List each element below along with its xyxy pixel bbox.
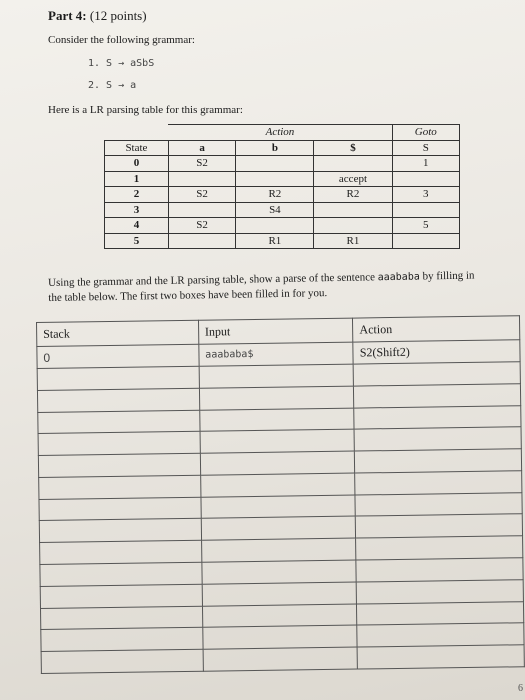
col-header-b: b [236,140,314,156]
empty-action-cell[interactable] [354,384,521,408]
empty-stack-cell[interactable] [38,432,200,456]
col-header-dollar: $ [314,140,392,156]
empty-action-cell[interactable] [356,514,523,538]
empty-input-cell[interactable] [202,604,357,628]
empty-input-cell[interactable] [202,560,357,584]
goto-cell [392,171,459,187]
goto-cell: 1 [392,156,459,172]
action-header-cell: Action [353,316,520,342]
empty-stack-cell[interactable] [39,519,201,543]
empty-action-cell[interactable] [354,405,521,429]
empty-input-cell[interactable] [203,625,358,649]
state-cell: 1 [105,171,169,187]
empty-input-cell[interactable] [203,647,358,671]
empty-action-cell[interactable] [357,623,524,647]
parse-trace-table [36,315,525,674]
action-cell: R1 [236,233,314,249]
action-cell [314,202,392,218]
instructions-after: by filling in the table below. The first two boxes have been filled in for you. [48,269,475,304]
col-header-state: State [105,140,169,156]
part-label: Part 4: [48,8,87,23]
action-header: Action [168,125,392,141]
empty-input-cell[interactable] [199,364,354,388]
empty-action-cell[interactable] [355,449,522,473]
grammar-rule-1: 1. S → aSbS [88,58,155,69]
action-cell [314,218,392,234]
action-cell [168,171,235,187]
stack-cell: 0 [37,344,199,368]
part-heading [48,8,147,24]
empty-stack-cell[interactable] [37,388,199,412]
col-header-a: a [168,140,235,156]
empty-stack-cell[interactable] [39,475,201,499]
goto-cell: 3 [392,187,459,203]
action-cell: R2 [236,187,314,203]
empty-action-cell[interactable] [353,362,520,386]
empty-input-cell[interactable] [202,582,357,606]
empty-stack-cell[interactable] [39,497,201,521]
empty-action-cell[interactable] [357,580,524,604]
empty-action-cell[interactable] [356,536,523,560]
empty-input-cell[interactable] [200,473,355,497]
page-number: 6 [518,683,523,694]
state-cell: 4 [105,218,169,234]
action-cell [168,202,235,218]
action-cell: R1 [314,233,392,249]
parse-instructions [48,268,488,306]
action-cell: S2 [168,156,235,172]
state-cell: 5 [105,233,169,249]
stack-header: Stack [37,320,199,346]
empty-stack-cell[interactable] [38,453,200,477]
input-cell: aaababa$ [199,342,354,366]
grammar-rule-2: 2. S → a [88,80,137,91]
empty-action-cell[interactable] [355,471,522,495]
empty-action-cell[interactable] [355,492,522,516]
action-cell [236,156,314,172]
empty-stack-cell[interactable] [41,649,203,673]
empty-input-cell[interactable] [201,517,356,541]
goto-header: Goto [392,125,459,141]
empty-input-cell[interactable] [200,408,355,432]
table-lead: Here is a LR parsing table for this grammar: [48,104,243,116]
state-cell: 2 [105,187,169,203]
action-cell [314,156,392,172]
target-sentence: aaababa [377,271,420,284]
empty-stack-cell[interactable] [40,584,202,608]
action-cell: S2(Shift2) [353,340,520,364]
action-cell: S2 [168,218,235,234]
empty-stack-cell[interactable] [37,366,199,390]
empty-input-cell[interactable] [201,538,356,562]
state-cell: 0 [105,156,169,172]
action-cell: S2 [168,187,235,203]
action-cell [168,233,235,249]
action-cell: R2 [314,187,392,203]
empty-stack-cell[interactable] [40,540,202,564]
empty-action-cell[interactable] [357,601,524,625]
empty-stack-cell[interactable] [41,628,203,652]
action-cell: S4 [236,202,314,218]
grammar-intro: Consider the following grammar: [48,34,195,46]
instructions-before: Using the grammar and the LR parsing table, show a parse of the sentence [48,271,376,289]
col-header-s: S [392,140,459,156]
empty-action-cell[interactable] [356,558,523,582]
goto-cell [392,202,459,218]
empty-input-cell[interactable] [200,451,355,475]
empty-input-cell[interactable] [201,495,356,519]
empty-input-cell[interactable] [199,386,354,410]
action-cell [236,171,314,187]
goto-cell: 5 [392,218,459,234]
input-header: Input [198,318,353,344]
action-cell: accept [314,171,392,187]
empty-stack-cell[interactable] [40,562,202,586]
state-cell: 3 [105,202,169,218]
points-label: (12 points) [89,8,147,23]
lr-parsing-table [104,124,460,249]
empty-stack-cell[interactable] [38,410,200,434]
empty-action-cell[interactable] [357,645,524,669]
action-cell [236,218,314,234]
empty-input-cell[interactable] [200,429,355,453]
empty-action-cell[interactable] [354,427,521,451]
goto-cell [392,233,459,249]
empty-stack-cell[interactable] [40,606,202,630]
